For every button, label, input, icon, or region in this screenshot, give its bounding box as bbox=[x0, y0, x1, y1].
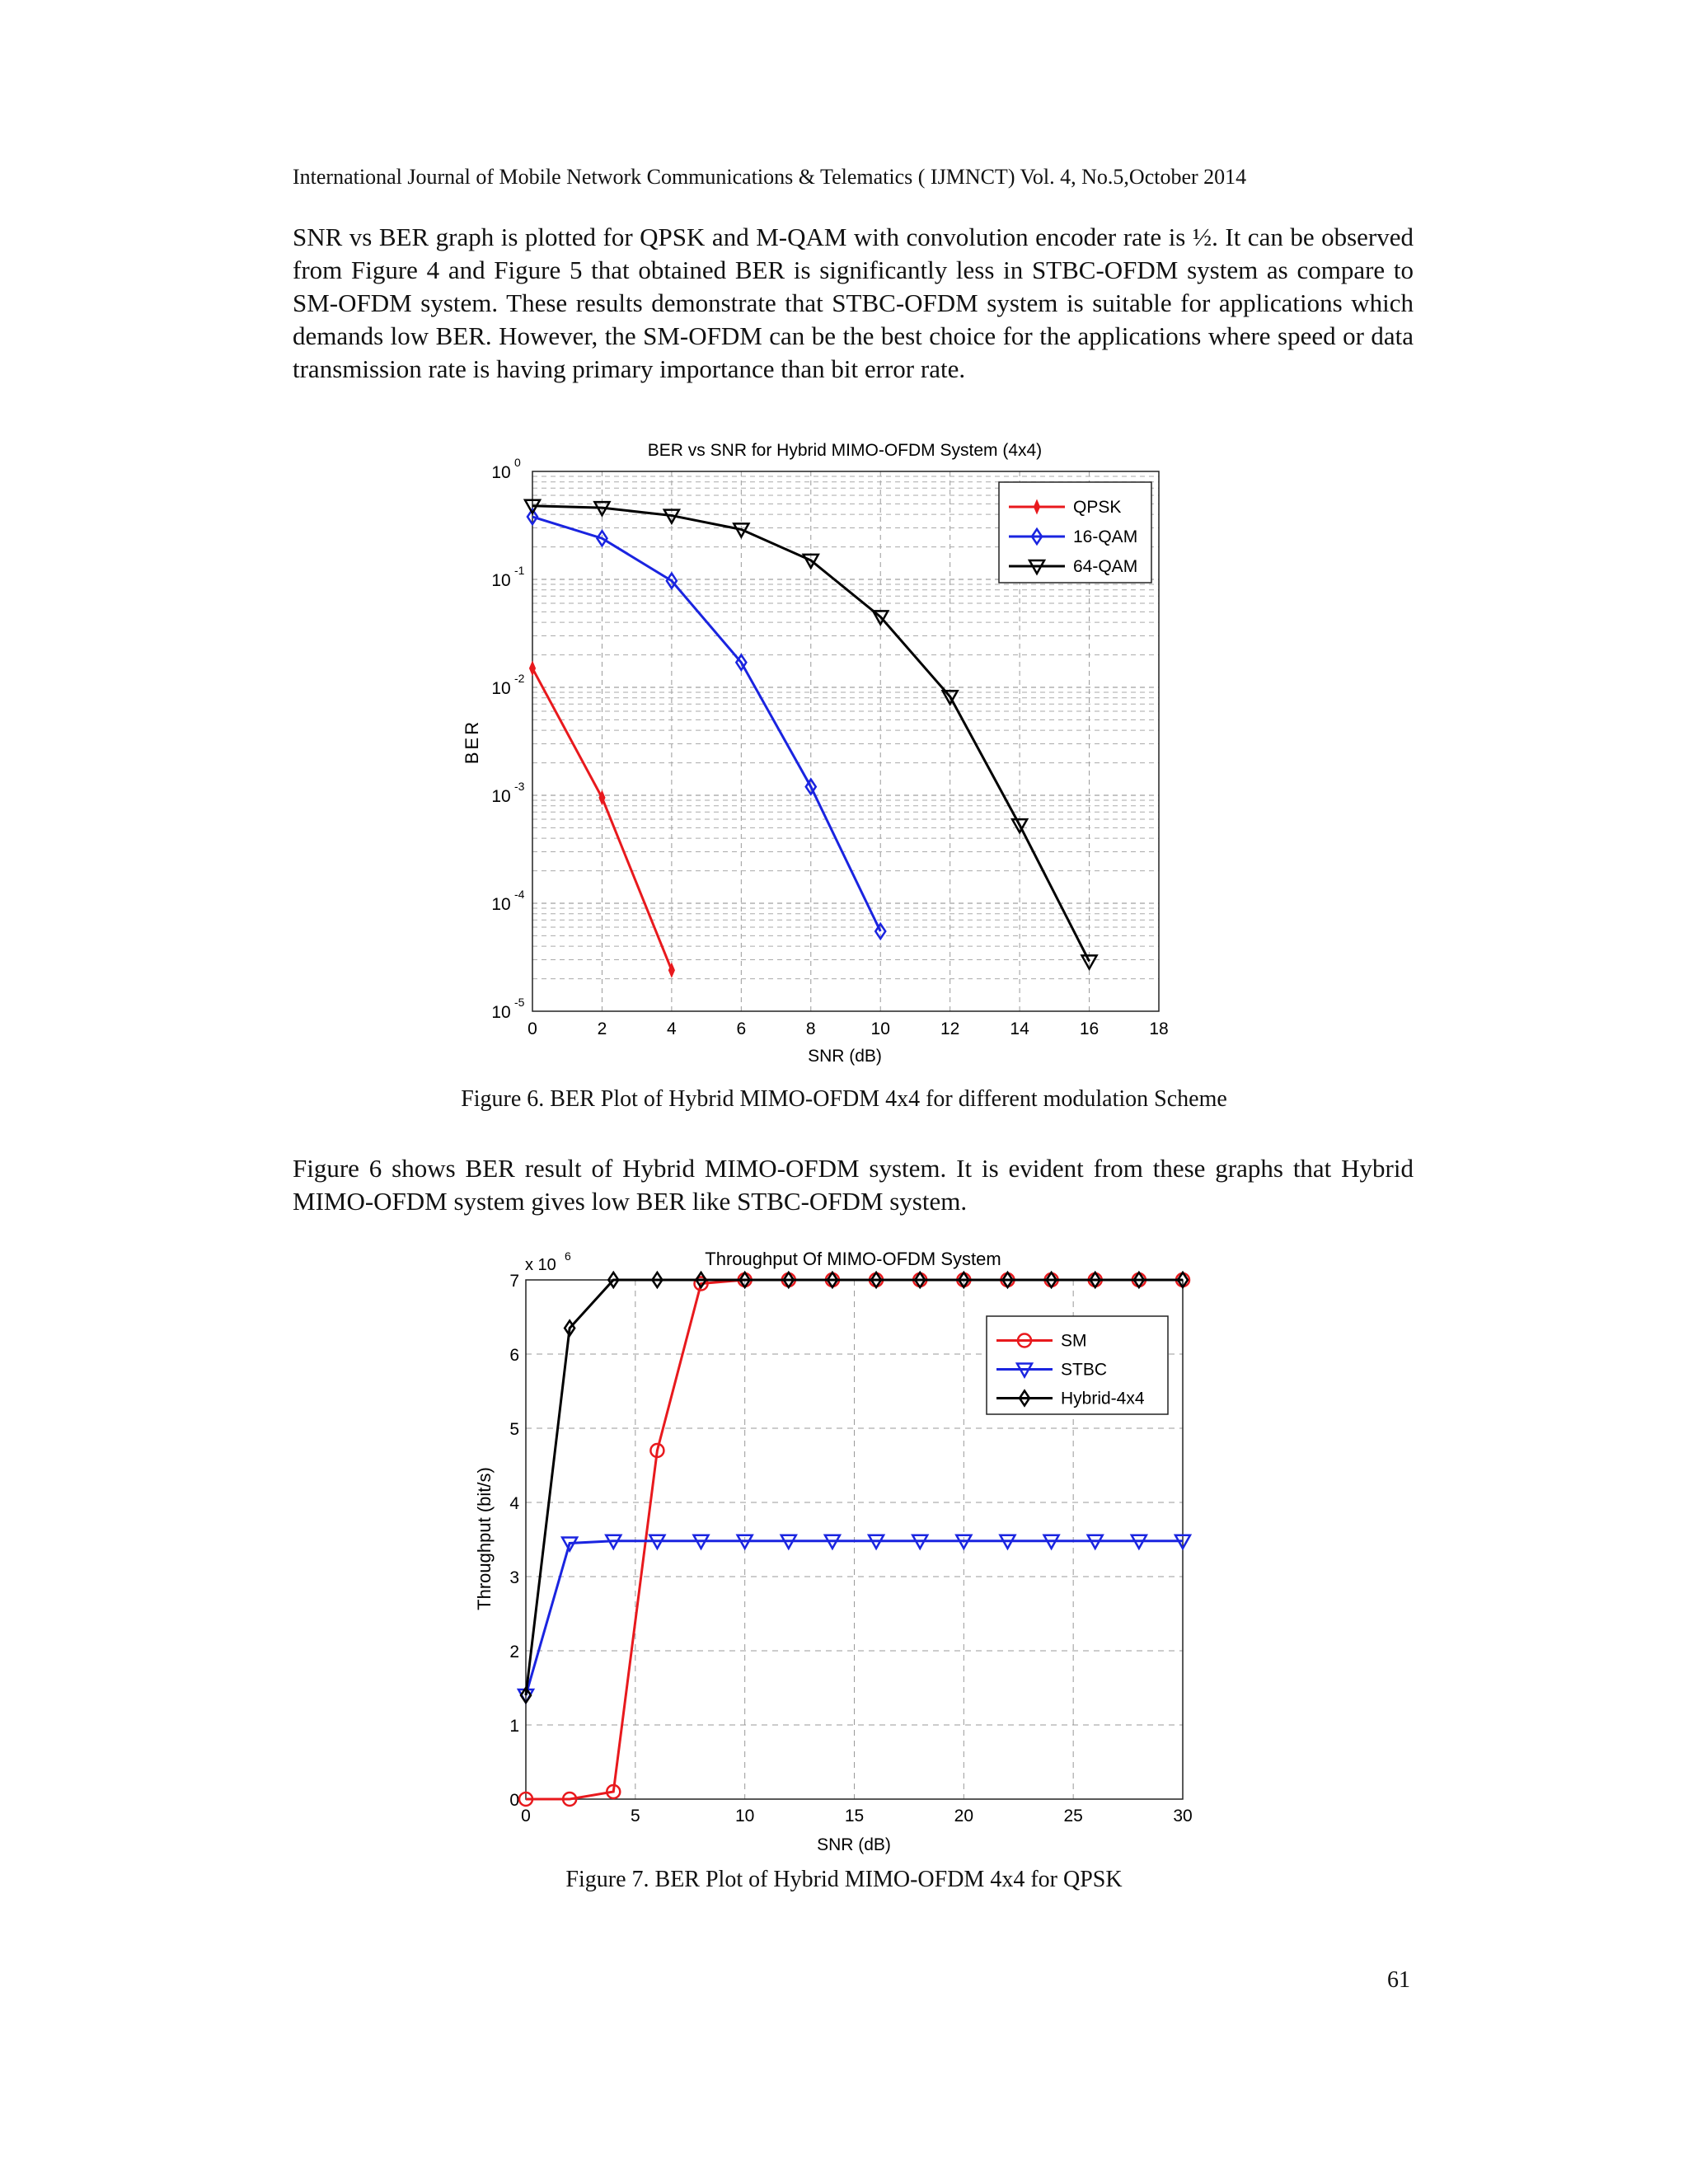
x-tick-label: 4 bbox=[667, 1019, 677, 1038]
x-tick-label: 5 bbox=[630, 1807, 640, 1825]
y-tick-label: 1 bbox=[509, 1717, 519, 1736]
svg-text:10: 10 bbox=[491, 571, 511, 590]
x-axis-label: SNR (dB) bbox=[808, 1047, 882, 1066]
svg-text:10: 10 bbox=[491, 463, 511, 482]
throughput-chart bbox=[457, 1240, 1216, 1858]
series-16-qam bbox=[528, 509, 885, 939]
x-tick-label: 30 bbox=[1173, 1807, 1193, 1825]
x-tick-label: 10 bbox=[734, 1807, 755, 1825]
legend-entry: 64-QAM bbox=[1073, 557, 1138, 576]
x-tick-label: 0 bbox=[528, 1019, 537, 1038]
svg-text:10: 10 bbox=[491, 787, 511, 806]
legend bbox=[999, 482, 1151, 583]
multiplier-exponent: 6 bbox=[565, 1249, 571, 1263]
svg-text:10: 10 bbox=[491, 895, 511, 914]
x-tick-label: 8 bbox=[805, 1019, 816, 1038]
x-axis-label: SNR (dB) bbox=[817, 1835, 891, 1854]
svg-text:-4: -4 bbox=[514, 888, 525, 901]
y-tick-label: 7 bbox=[509, 1272, 519, 1291]
y-tick-label: 2 bbox=[509, 1643, 519, 1661]
y-axis-label: Throughput (bit/s) bbox=[474, 1467, 495, 1610]
y-tick-label: 3 bbox=[509, 1568, 519, 1587]
x-tick-label: 20 bbox=[954, 1807, 974, 1825]
y-tick-label: 5 bbox=[509, 1420, 519, 1439]
y-tick-label bbox=[491, 564, 524, 590]
body-paragraph-2: Figure 6 shows BER result of Hybrid MIMO-OFDM system. It is evident from these graphs that Hybrid MIMO-OFDM system gives low BER like STBC-OFDM system. bbox=[293, 1154, 1414, 1216]
legend-entry: Hybrid-4x4 bbox=[1061, 1389, 1145, 1408]
svg-text:-2: -2 bbox=[514, 672, 525, 685]
y-tick-label: 4 bbox=[509, 1494, 519, 1513]
x-tick-label: 6 bbox=[736, 1019, 747, 1038]
legend-entry: QPSK bbox=[1073, 498, 1122, 517]
y-tick-label: 6 bbox=[509, 1346, 519, 1365]
x-tick-label: 12 bbox=[940, 1019, 960, 1038]
svg-text:-5: -5 bbox=[514, 996, 525, 1009]
chart-title: BER vs SNR for Hybrid MIMO-OFDM System (4x4) bbox=[647, 441, 1043, 460]
x-tick-label: 15 bbox=[844, 1807, 865, 1825]
y-axis-label: BER bbox=[462, 719, 482, 765]
ber-vs-snr-chart bbox=[445, 429, 1187, 1088]
y-tick-label bbox=[491, 996, 524, 1022]
svg-text:-1: -1 bbox=[514, 564, 525, 577]
multiplier-base: x 10 bbox=[525, 1256, 556, 1274]
y-tick-label: 0 bbox=[509, 1791, 519, 1810]
figure-7-caption: Figure 7. BER Plot of Hybrid MIMO-OFDM 4x4 for QPSK bbox=[565, 1867, 1123, 1892]
x-tick-label: 18 bbox=[1149, 1019, 1169, 1038]
x-tick-label: 10 bbox=[870, 1019, 890, 1038]
multiplier-label bbox=[525, 1249, 571, 1274]
legend-entry: SM bbox=[1061, 1331, 1087, 1351]
legend bbox=[987, 1316, 1168, 1414]
x-tick-label: 25 bbox=[1063, 1807, 1083, 1825]
svg-text:0: 0 bbox=[514, 456, 521, 469]
svg-text:-3: -3 bbox=[514, 780, 525, 793]
svg-text:10: 10 bbox=[491, 679, 511, 698]
y-tick-label bbox=[491, 888, 524, 914]
svg-text:10: 10 bbox=[491, 1003, 511, 1022]
figure-6-caption: Figure 6. BER Plot of Hybrid MIMO-OFDM 4x4 for different modulation Scheme bbox=[461, 1086, 1227, 1112]
x-tick-label: 0 bbox=[521, 1807, 531, 1825]
legend-entry: STBC bbox=[1061, 1360, 1108, 1380]
x-tick-label: 14 bbox=[1010, 1019, 1029, 1038]
chart-title: Throughput Of MIMO-OFDM System bbox=[705, 1249, 1001, 1269]
series-line bbox=[532, 517, 880, 931]
journal-header: International Journal of Mobile Network Communications & Telematics ( IJMNCT) Vol. 4, No.5,October 2014 bbox=[293, 165, 1247, 189]
page-number: 61 bbox=[1387, 1967, 1410, 1993]
x-tick-label: 16 bbox=[1079, 1019, 1100, 1038]
y-tick-label bbox=[491, 672, 524, 698]
y-tick-label bbox=[491, 456, 521, 482]
body-paragraph-1: SNR vs BER graph is plotted for QPSK and M-QAM with convolution encoder rate is ½. It can be observed from Figure 4 and Figure 5 that obtained BER is significantly less in STBC-OFDM system as compare to SM-OFDM system. These results demonstrate that STBC-OFDM system is suitable for applications which demands low BER. However, the SM-OFDM can be the best choice for the applications where speed or data transmission rate is having primary importance than bit error rate. bbox=[293, 223, 1414, 383]
legend-entry: 16-QAM bbox=[1073, 527, 1138, 546]
y-tick-label bbox=[491, 780, 524, 806]
x-tick-label: 2 bbox=[597, 1019, 607, 1038]
